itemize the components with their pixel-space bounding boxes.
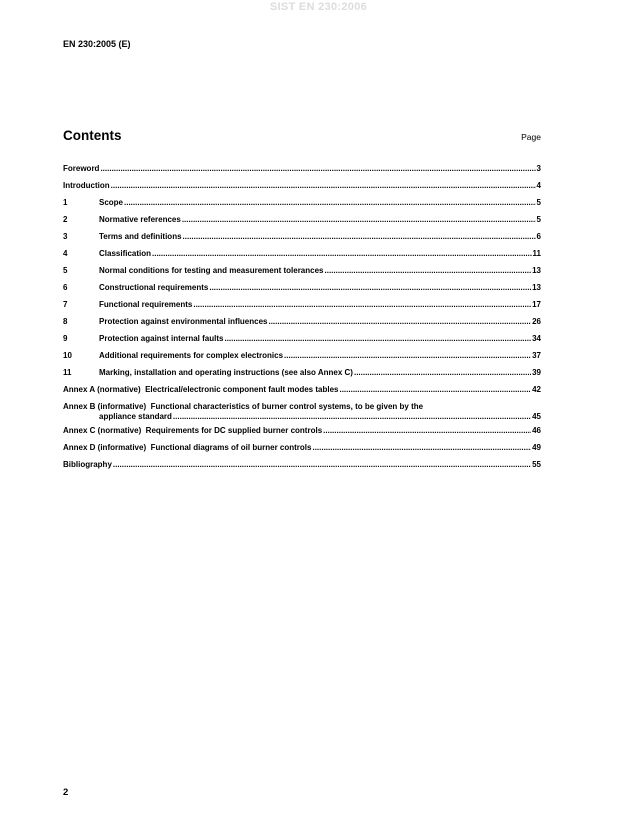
toc-entry-title: Additional requirements for complex electronics — [99, 351, 284, 360]
toc-entry-page: 5 — [536, 215, 541, 224]
toc-entry-title: Normal conditions for testing and measurement tolerances — [99, 266, 324, 275]
toc-entry-constructional-requirements[interactable] — [63, 283, 541, 300]
dot-leader — [111, 181, 536, 191]
toc-entry-annex-c[interactable] — [63, 426, 541, 443]
toc-entry-number: 1 — [63, 198, 68, 207]
toc-entry-title: Classification — [99, 249, 152, 258]
dot-leader — [325, 266, 532, 276]
watermark: SIST EN 230:2006 — [269, 1, 368, 13]
dot-leader — [152, 249, 532, 259]
dot-leader — [268, 317, 531, 327]
toc-entry-page: 37 — [532, 351, 541, 360]
toc-entry-page: 46 — [532, 426, 541, 435]
toc-entry-number: 10 — [63, 351, 72, 360]
contents-title: Contents — [63, 128, 122, 143]
toc-entry-bibliography[interactable] — [63, 460, 541, 477]
dot-leader — [100, 164, 535, 174]
toc-entry-page: 39 — [532, 368, 541, 377]
toc-entry-page: 49 — [532, 443, 541, 452]
toc-entry-number: 2 — [63, 215, 68, 224]
dot-leader — [354, 368, 531, 378]
page-number: 2 — [63, 787, 69, 798]
toc-entry-normative-references[interactable] — [63, 215, 541, 232]
toc-entry-annex-d[interactable] — [63, 443, 541, 460]
toc-entry-number: 11 — [63, 368, 72, 377]
toc-entry-page: 13 — [532, 283, 541, 292]
toc-entry-title: Foreword — [63, 164, 100, 173]
toc-entry-title: Protection against internal faults — [99, 334, 224, 343]
toc-entry-page: 3 — [536, 164, 541, 173]
toc-entry-page: 11 — [532, 249, 541, 258]
dot-leader — [113, 460, 531, 470]
dot-leader — [193, 300, 531, 310]
toc-entry-foreword[interactable] — [63, 164, 541, 181]
toc-entry-complex-electronics[interactable] — [63, 351, 541, 368]
dot-leader — [209, 283, 531, 293]
toc-entry-number: 6 — [63, 283, 68, 292]
toc-entry-title: Introduction — [63, 181, 110, 190]
toc-entry-number: 4 — [63, 249, 68, 258]
dot-leader — [339, 385, 531, 395]
toc-entry-title: Functional requirements — [99, 300, 193, 309]
toc-entry-page: 42 — [532, 385, 541, 394]
toc-entry-environmental-influences[interactable] — [63, 317, 541, 334]
toc-entry-number: 5 — [63, 266, 68, 275]
toc-entry-number: 9 — [63, 334, 68, 343]
toc-entry-title: Annex A (normative) Electrical/electronic component fault modes tables — [63, 385, 339, 394]
toc-entry-number: 8 — [63, 317, 68, 326]
toc-entry-scope[interactable] — [63, 198, 541, 215]
toc-entry-internal-faults[interactable] — [63, 334, 541, 351]
dot-leader — [323, 426, 531, 436]
toc-entry-page: 17 — [532, 300, 541, 309]
dot-leader — [124, 198, 536, 208]
dot-leader — [224, 334, 531, 344]
toc-entry-number: 7 — [63, 300, 68, 309]
document-id: EN 230:2005 (E) — [63, 39, 131, 49]
toc-entry-page: 6 — [536, 232, 541, 241]
toc-entry-page: 34 — [532, 334, 541, 343]
toc-entry-classification[interactable] — [63, 249, 541, 266]
table-of-contents — [63, 164, 541, 477]
toc-entry-annex-a[interactable] — [63, 385, 541, 402]
toc-entry-title: Normative references — [99, 215, 181, 224]
toc-entry-page: 26 — [532, 317, 541, 326]
dot-leader — [182, 215, 536, 225]
toc-entry-title: Scope — [99, 198, 124, 207]
toc-entry-page: 5 — [536, 198, 541, 207]
toc-entry-page: 13 — [532, 266, 541, 275]
toc-entry-title: Annex B (informative) Functional characteristics of burner control systems, to be given by the — [63, 402, 424, 411]
toc-entry-title: Terms and definitions — [99, 232, 182, 241]
toc-entry-introduction[interactable] — [63, 181, 541, 198]
toc-entry-page: 4 — [536, 181, 541, 190]
toc-entry-title-continued: appliance standard — [99, 412, 172, 421]
dot-leader — [284, 351, 531, 361]
page-column-label: Page — [521, 132, 541, 142]
toc-entry-page: 55 — [532, 460, 541, 469]
dot-leader — [183, 232, 536, 242]
toc-entry-title: Constructional requirements — [99, 283, 209, 292]
toc-entry-annex-b[interactable] — [63, 402, 541, 426]
toc-entry-title: Annex C (normative) Requirements for DC supplied burner controls — [63, 426, 323, 435]
toc-entry-title: Bibliography — [63, 460, 112, 469]
toc-entry-title: Marking, installation and operating instructions (see also Annex C) — [99, 368, 353, 377]
toc-entry-title: Protection against environmental influences — [99, 317, 268, 326]
toc-entry-normal-conditions[interactable] — [63, 266, 541, 283]
toc-entry-title: Annex D (informative) Functional diagrams of oil burner controls — [63, 443, 312, 452]
dot-leader — [312, 443, 531, 453]
toc-entry-page: 45 — [532, 412, 541, 421]
toc-entry-functional-requirements[interactable] — [63, 300, 541, 317]
toc-entry-number: 3 — [63, 232, 68, 241]
toc-entry-terms-and-definitions[interactable] — [63, 232, 541, 249]
dot-leader — [173, 412, 531, 422]
toc-entry-marking-installation[interactable] — [63, 368, 541, 385]
